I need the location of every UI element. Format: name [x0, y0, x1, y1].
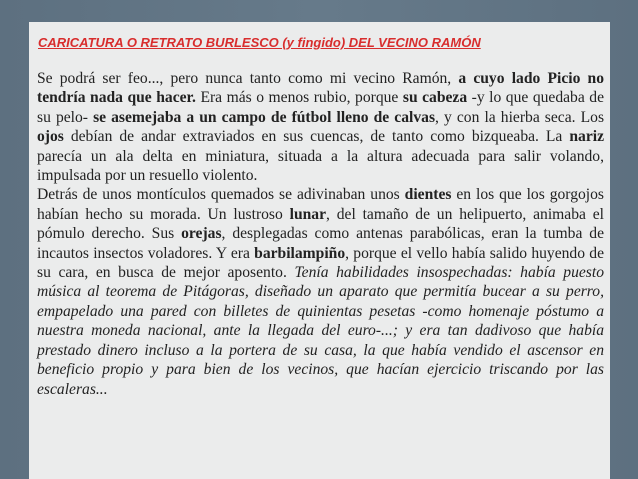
p2-bold-2: lunar	[289, 205, 327, 223]
p1-bold-1: a cuyo lado Picio no tendría nada que hacer.	[37, 70, 605, 107]
slide-title: CARICATURA O RETRATO BURLESCO (y fingido) DEL VECINO RAMÓN	[38, 35, 481, 50]
p2-bold-1: dientes	[404, 186, 452, 204]
body-text	[37, 69, 604, 399]
p1-bold-2: su cabeza	[402, 89, 468, 107]
p1-bold-5: nariz	[569, 128, 604, 146]
p1-text-3: -y lo que quedaba de su pelo-	[37, 89, 604, 126]
p2-bold-3: orejas	[181, 225, 222, 243]
p1-bold-3: se asemejaba a un campo de fútbol lleno de calvas	[93, 108, 436, 126]
p2-text-5: , porque el vello había salido huyendo de su cara, en busca de mejor aposento.	[37, 244, 604, 282]
p2-text-3: , del tamaño de un helipuerto, animaba el pómulo derecho. Sus	[37, 205, 605, 243]
p1-text-1: Se podrá ser feo..., pero nunca tanto como mi vecino Ramón,	[37, 70, 459, 87]
p1-text-4: , y con la hierba seca. Los	[435, 108, 605, 126]
p1-text-2: Era más o menos rubio, porque	[195, 89, 403, 107]
p2-italic-1: Tenía habilidades insospechadas: había puesto música al teorema de Pitágoras, diseñado un aparato que permitía bucear a su perro, empapelado una pared con billetes de quinientas pesetas -como homenaje póstumo a nuestra moneda nacional, ante la llegada del euro-...; y era tan dadivoso que había prestado dinero incluso a la portera de su casa, la que había vendido el ascensor en beneficio propio y para bien de los vecinos, que hacían ejercicio triscando por las escaleras...	[37, 264, 604, 398]
p2-text-1: Detrás de unos montículos quemados se adivinaban unos	[37, 186, 405, 204]
p2-text-2: en los que los gorgojos habían hecho su morada. Un lustroso	[37, 186, 604, 223]
p2-text-4: , desplegadas como antenas parabólicas, eran la tumba de incautos insectos voladores. Y era	[37, 225, 604, 262]
p1-bold-4: ojos	[37, 128, 64, 146]
p2-bold-4: barbilampiño	[254, 244, 346, 262]
p1-text-6: parecía un ala delta en miniatura, situada a la altura adecuada para salir volando, impulsada por un resuello violento.	[37, 147, 604, 185]
p1-text-5: debían de andar extraviados en sus cuencas, de tanto como bizqueaba. La	[63, 128, 570, 146]
